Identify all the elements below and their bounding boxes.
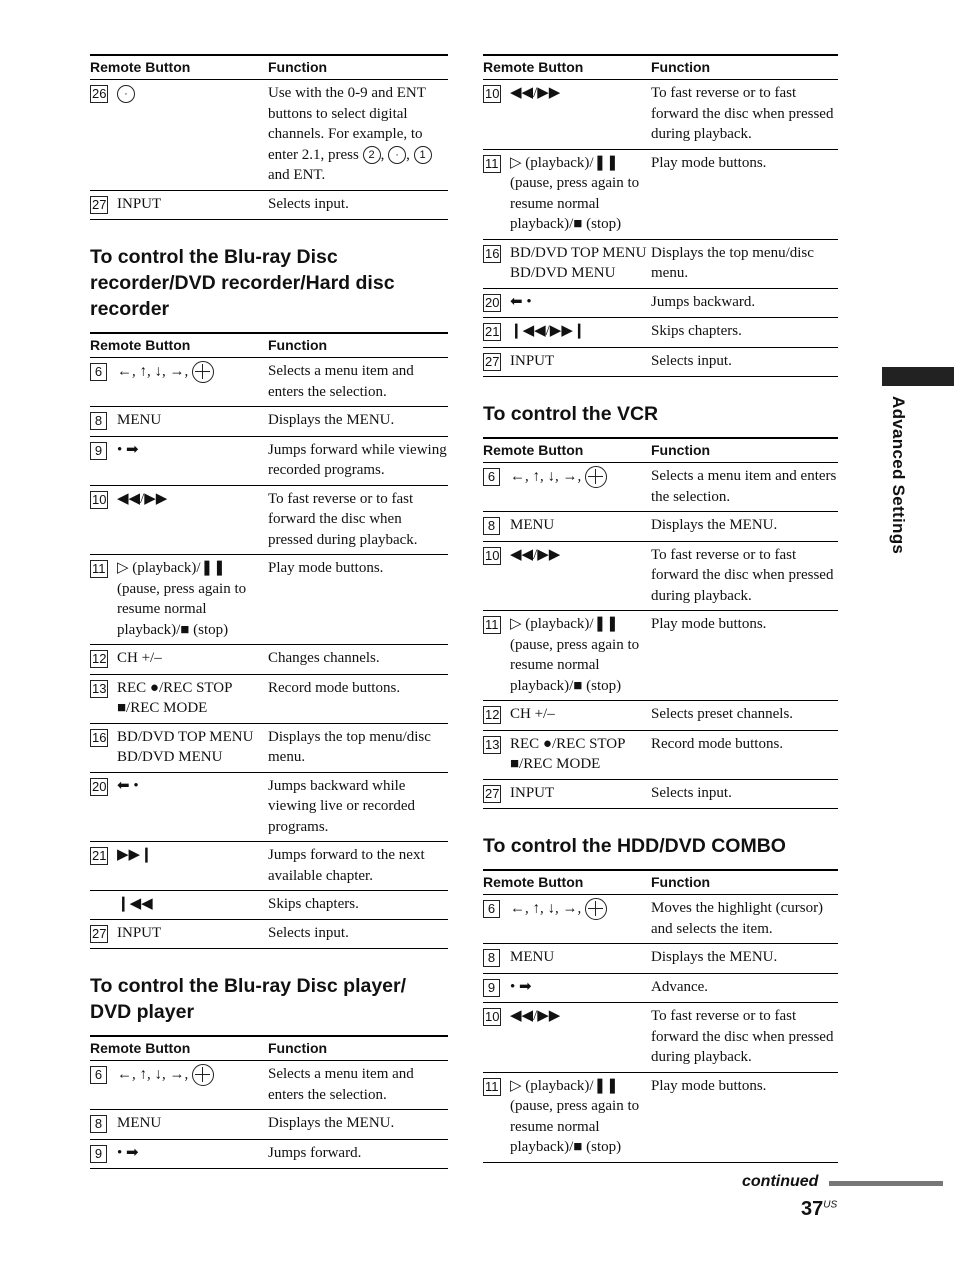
function-text: Record mode buttons. (268, 674, 448, 723)
column-header: Function (651, 55, 838, 80)
function-text: Displays the MENU. (268, 1110, 448, 1140)
item-number: 27 (92, 925, 107, 941)
function-text: Jumps backward. (651, 288, 838, 318)
table-row (483, 347, 838, 377)
item-number: 27 (485, 785, 500, 801)
column-header: Remote Button (483, 870, 651, 895)
continued-bar (829, 1181, 943, 1186)
table-row (90, 919, 448, 949)
function-text: Displays the top menu/disc menu. (268, 723, 448, 772)
section-title: To control the VCR (483, 403, 659, 425)
button-name: INPUT (510, 352, 555, 369)
function-text: Play mode buttons. (651, 149, 838, 239)
table-row (483, 318, 838, 348)
column-header: Function (268, 1036, 448, 1061)
button-name: ◀◀/▶▶ (510, 1008, 561, 1024)
button-name: ❙◀◀/▶▶❙ (510, 323, 586, 339)
item-number: 6 (483, 900, 500, 918)
item-number: 27 (92, 196, 107, 212)
button-name: ▷ (playback)/❚❚ (pause, press again to resume normal playback)/■ (stop) (510, 154, 640, 232)
table-row (483, 895, 838, 944)
table-row (90, 1110, 448, 1140)
function-text: Selects input. (651, 779, 838, 809)
column-header: Remote Button (90, 55, 268, 80)
table-row (483, 149, 838, 239)
column-header: Remote Button (483, 55, 651, 80)
table-row (483, 1072, 838, 1162)
button-name: ←, ↑, ↓, →, (117, 361, 214, 383)
section-tab-marker (882, 367, 954, 386)
continued-label: continued (742, 1173, 819, 1190)
button-name: ⬅ • (510, 293, 532, 310)
item-number: 16 (485, 245, 500, 261)
column-header: Remote Button (90, 1036, 268, 1061)
button-name: CH +/– (117, 650, 162, 666)
item-number: 16 (92, 729, 107, 745)
item-number: 9 (483, 979, 500, 997)
item-number: 10 (485, 547, 500, 563)
item-number: 12 (485, 707, 500, 722)
function-text: Selects input. (651, 347, 838, 377)
section-title: To control the Blu-ray Disc recorder/DVD recorder/Hard disc recorder (90, 246, 395, 320)
button-name: • ➡ (117, 441, 139, 458)
button-name: ←, ↑, ↓, →, (117, 1064, 214, 1086)
table-row (90, 407, 448, 437)
item-number: 8 (90, 1115, 107, 1133)
item-number: 13 (92, 680, 107, 696)
button-name: • ➡ (117, 1144, 139, 1161)
button-name: BD/DVD TOP MENU BD/DVD MENU (117, 728, 254, 765)
function-text: Jumps forward while viewing recorded programs. (268, 436, 448, 485)
table-row (90, 190, 448, 220)
function-text: Displays the MENU. (268, 407, 448, 437)
button-name: BD/DVD TOP MENU BD/DVD MENU (510, 244, 647, 281)
table-row (90, 723, 448, 772)
button-name: ⬅ • (117, 777, 139, 794)
digit-2-icon: 2 (363, 146, 381, 164)
digit-1-icon: 1 (414, 146, 432, 164)
function-text: To fast reverse or to fast forward the disc when pressed during playback. (651, 80, 838, 150)
enter-dial-icon (585, 898, 607, 920)
item-number: 27 (485, 353, 500, 369)
table-row (90, 645, 448, 675)
button-name: ◀◀/▶▶ (510, 546, 561, 563)
column-header: Function (268, 333, 448, 358)
function-text: Displays the MENU. (651, 512, 838, 542)
table-row (483, 239, 838, 288)
section-title: To control the HDD/DVD COMBO (483, 835, 786, 857)
table-row (90, 1061, 448, 1110)
button-name: • ➡ (510, 978, 532, 995)
function-table (483, 437, 838, 809)
table-row (483, 288, 838, 318)
function-text: Play mode buttons. (268, 555, 448, 645)
right-top-table (483, 54, 838, 377)
table-row (483, 1003, 838, 1073)
right-column (483, 54, 838, 1163)
button-name: CH +/– (510, 706, 555, 722)
item-number: 6 (483, 468, 500, 486)
button-name: MENU (510, 517, 555, 533)
function-text: Play mode buttons. (651, 611, 838, 701)
button-name: ▷ (playback)/❚❚ (pause, press again to resume normal playback)/■ (stop) (510, 1077, 640, 1155)
table-row (483, 463, 838, 512)
button-name: REC ●/REC STOP ■/REC MODE (117, 679, 232, 716)
function-text: Advance. (651, 973, 838, 1003)
enter-dial-icon (585, 466, 607, 488)
button-name: MENU (510, 949, 555, 965)
table-row (90, 436, 448, 485)
item-number: 9 (90, 442, 107, 460)
item-number: 6 (90, 1066, 107, 1084)
table-row (90, 1139, 448, 1169)
item-number: 9 (90, 1145, 107, 1163)
table-row (483, 541, 838, 611)
enter-dial-icon (192, 361, 214, 383)
table-row (90, 772, 448, 842)
table-row (483, 611, 838, 701)
button-name: ▷ (playback)/❚❚ (pause, press again to resume normal playback)/■ (stop) (117, 560, 247, 638)
button-name: MENU (117, 1115, 162, 1131)
dot-circle-button-icon: · (388, 146, 406, 164)
button-name: ▶▶❙ (117, 847, 153, 863)
table-row (483, 973, 838, 1003)
button-name: ❙◀◀ (117, 896, 153, 912)
function-text: To fast reverse or to fast forward the disc when pressed during playback. (651, 1003, 838, 1073)
item-number: 8 (483, 517, 500, 535)
column-header: Remote Button (483, 438, 651, 463)
button-name: INPUT (117, 924, 162, 941)
table-row (90, 555, 448, 645)
function-text: Selects a menu item and enters the selection. (268, 358, 448, 407)
button-name: ◀◀/▶▶ (117, 490, 168, 507)
top-table (90, 54, 448, 220)
item-number: 21 (92, 848, 107, 863)
item-number: 11 (92, 561, 106, 576)
table-row (90, 358, 448, 407)
item-number: 10 (485, 1009, 500, 1024)
table-row (90, 842, 448, 891)
function-text: Moves the highlight (cursor) and selects the item. (651, 895, 838, 944)
enter-dial-icon (192, 1064, 214, 1086)
function-text: Jumps forward. (268, 1139, 448, 1169)
item-number: 26 (92, 86, 107, 101)
side-tab-label: Advanced Settings (889, 396, 908, 555)
button-name: ◀◀/▶▶ (510, 85, 561, 101)
function-text: To fast reverse or to fast forward the disc when pressed during playback. (651, 541, 838, 611)
button-name: ←, ↑, ↓, →, (510, 466, 607, 488)
function-text: Selects preset channels. (651, 701, 838, 731)
function-table (90, 332, 448, 949)
item-number: 10 (92, 491, 107, 507)
item-number: 11 (485, 617, 499, 632)
item-number: 8 (90, 412, 107, 430)
column-header: Function (268, 55, 448, 80)
item-number: 11 (485, 1078, 499, 1094)
button-name: ←, ↑, ↓, →, (510, 898, 607, 920)
function-text: Jumps forward to the next available chapter. (268, 842, 448, 891)
button-name: ▷ (playback)/❚❚ (pause, press again to resume normal playback)/■ (stop) (510, 616, 640, 694)
function-text: Jumps backward while viewing live or recorded programs. (268, 772, 448, 842)
table-row (90, 485, 448, 555)
left-column (90, 54, 448, 1169)
function-text: Use with the 0-9 and ENT buttons to select digital channels. For example, to enter 2.1, press 2 , · , 1 and ENT. (268, 80, 448, 191)
table-row (90, 80, 448, 191)
table-row (483, 512, 838, 542)
column-header: Function (651, 870, 838, 895)
item-number: 20 (92, 778, 107, 794)
function-text: Displays the top menu/disc menu. (651, 239, 838, 288)
right-sections (483, 401, 838, 1163)
function-text: Displays the MENU. (651, 944, 838, 974)
function-text: To fast reverse or to fast forward the disc when pressed during playback. (268, 485, 448, 555)
table-row (483, 779, 838, 809)
table-row (483, 701, 838, 731)
item-number: 10 (485, 86, 500, 101)
table-row (483, 944, 838, 974)
function-text: Skips chapters. (268, 891, 448, 920)
item-number: 11 (485, 155, 499, 171)
function-text: Play mode buttons. (651, 1072, 838, 1162)
item-number: 21 (485, 324, 500, 339)
item-number: 6 (90, 363, 107, 381)
function-text: Selects a menu item and enters the selection. (651, 463, 838, 512)
function-text: Skips chapters. (651, 318, 838, 348)
function-table (90, 1035, 448, 1169)
table-row (483, 730, 838, 779)
side-tab (888, 396, 918, 596)
page-number: $37^{US}$ (801, 1198, 838, 1220)
column-header: Remote Button (90, 333, 268, 358)
item-number: 20 (485, 294, 500, 310)
table-row (483, 80, 838, 150)
left-sections (90, 244, 448, 1169)
button-name: INPUT (117, 195, 162, 212)
item-number: 12 (92, 651, 107, 666)
dot-circle-button-icon: · (117, 85, 135, 103)
item-number: 13 (485, 736, 500, 752)
table-row (90, 674, 448, 723)
function-text: Selects a menu item and enters the selection. (268, 1061, 448, 1110)
function-text: Changes channels. (268, 645, 448, 675)
function-text: Record mode buttons. (651, 730, 838, 779)
function-text: Selects input. (268, 919, 448, 949)
function-table (483, 869, 838, 1163)
function-text: Selects input. (268, 190, 448, 220)
table-row (90, 891, 448, 920)
button-name: MENU (117, 412, 162, 428)
column-header: Function (651, 438, 838, 463)
section-title: To control the Blu-ray Disc player/ DVD player (90, 975, 407, 1023)
button-name: REC ●/REC STOP ■/REC MODE (510, 735, 625, 772)
button-name: INPUT (510, 784, 555, 801)
item-number: 8 (483, 949, 500, 967)
